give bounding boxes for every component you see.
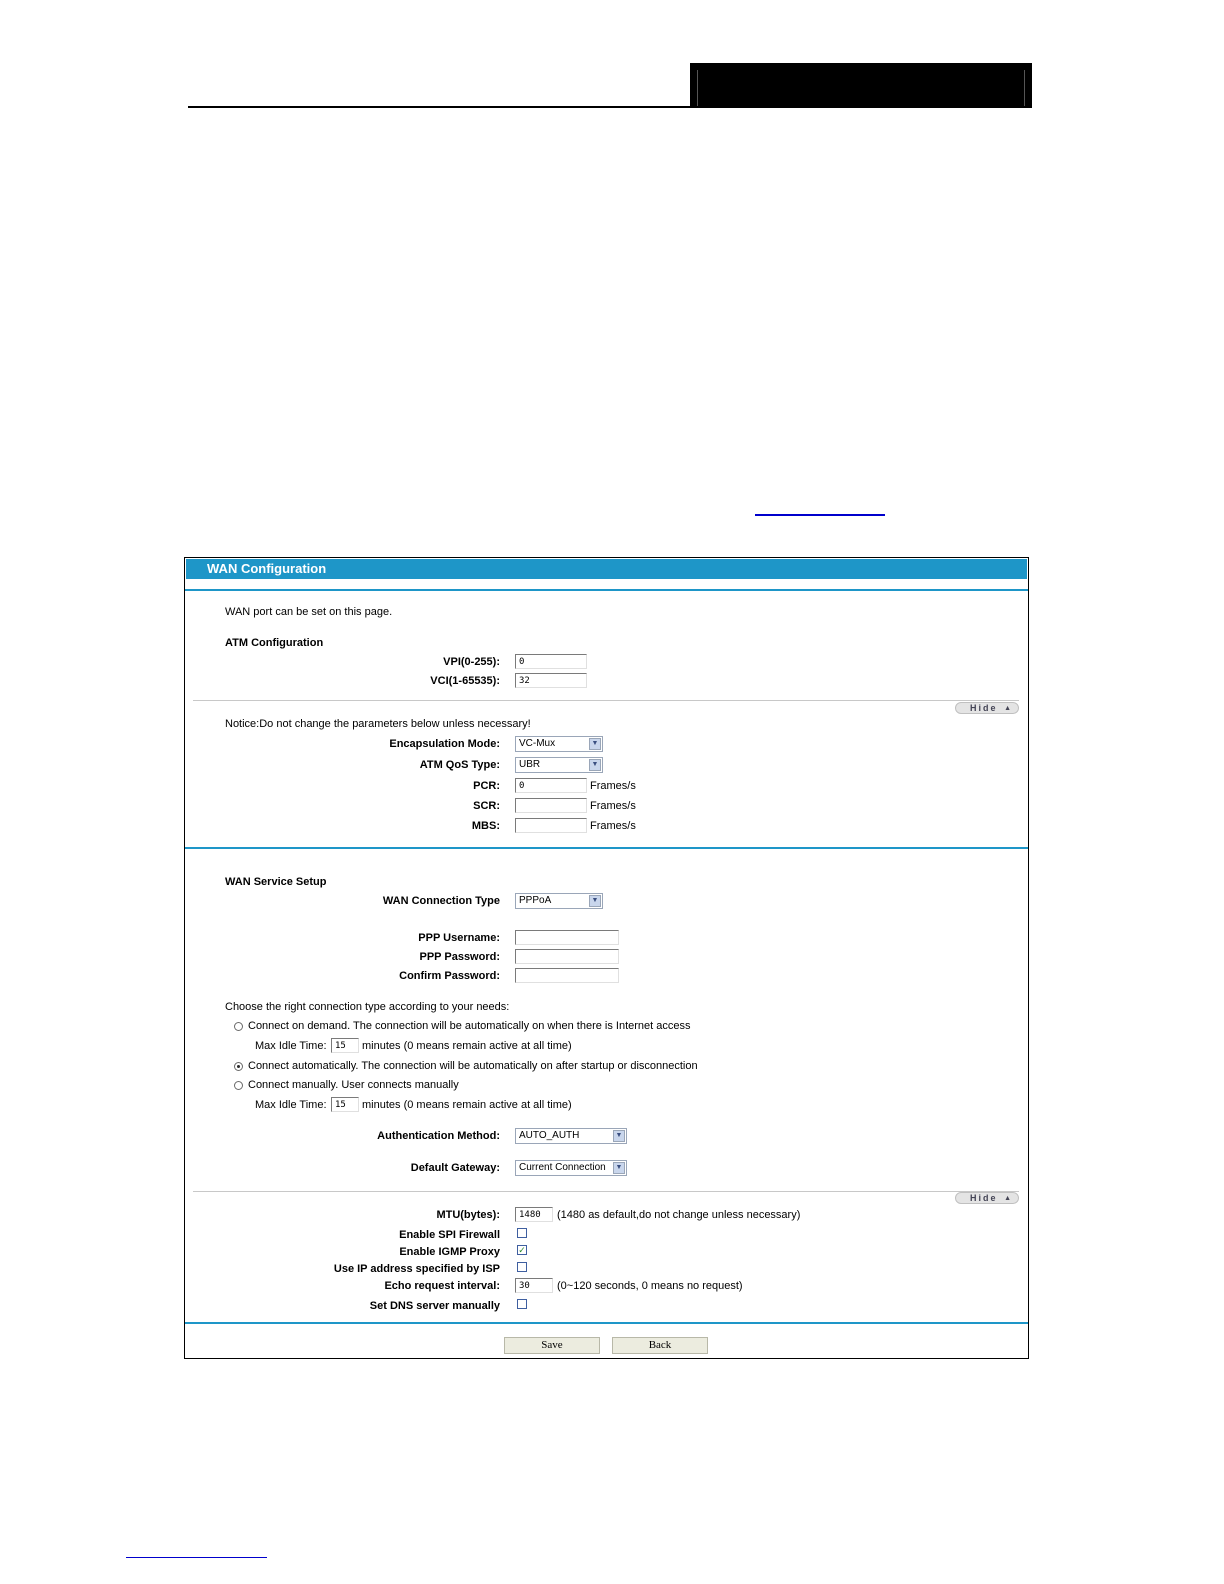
divider <box>193 1191 1019 1192</box>
connect-manually-label: Connect manually. User connects manually <box>248 1079 459 1091</box>
chevron-down-icon: ▼ <box>613 1162 625 1174</box>
checkmark-icon: ✓ <box>518 1245 526 1255</box>
igmp-checkbox[interactable] <box>517 1245 527 1255</box>
max-idle-hint: minutes (0 means remain active at all time) <box>362 1040 572 1052</box>
pcr-input[interactable]: 0 <box>515 778 587 793</box>
auth-select[interactable] <box>515 1128 627 1144</box>
echo-input[interactable]: 30 <box>515 1278 553 1293</box>
echo-hint: (0~120 seconds, 0 means no request) <box>557 1280 743 1292</box>
chevron-down-icon: ▼ <box>589 895 601 907</box>
igmp-label: Enable IGMP Proxy <box>399 1246 500 1258</box>
auth-label: Authentication Method: <box>377 1130 500 1142</box>
confirm-label: Confirm Password: <box>399 970 500 982</box>
max-idle-hint: minutes (0 means remain active at all time) <box>362 1099 572 1111</box>
vpi-input[interactable]: 0 <box>515 654 587 669</box>
header-tick <box>697 70 698 106</box>
encapsulation-label: Encapsulation Mode: <box>389 738 500 750</box>
gateway-select[interactable] <box>515 1160 627 1176</box>
vpi-label: VPI(0-255): <box>443 656 500 668</box>
chevron-down-icon: ▼ <box>613 1130 625 1142</box>
hide-label: Hide <box>970 703 998 713</box>
dns-label: Set DNS server manually <box>369 1300 500 1312</box>
mtu-hint: (1480 as default,do not change unless necessary) <box>557 1209 801 1221</box>
connect-on-demand-label: Connect on demand. The connection will be automatically on when there is Internet access <box>248 1020 691 1032</box>
gateway-value: Current Connection <box>519 1162 606 1173</box>
notice-text: Notice:Do not change the parameters below unless necessary! <box>225 718 531 730</box>
qos-label: ATM QoS Type: <box>419 759 500 771</box>
isp-ip-label: Use IP address specified by ISP <box>333 1263 500 1275</box>
encapsulation-select[interactable] <box>515 736 603 752</box>
scr-unit: Frames/s <box>590 800 636 812</box>
conn-type-select[interactable] <box>515 893 603 909</box>
scr-label: SCR: <box>473 800 500 812</box>
password-label: PPP Password: <box>419 951 500 963</box>
auth-value: AUTO_AUTH <box>519 1130 580 1141</box>
intro-text: WAN port can be set on this page. <box>225 606 393 618</box>
spi-label: Enable SPI Firewall <box>399 1229 500 1241</box>
gateway-label: Default Gateway: <box>410 1162 500 1174</box>
mbs-input[interactable] <box>515 818 587 833</box>
username-input[interactable] <box>515 930 619 945</box>
confirm-input[interactable] <box>515 968 619 983</box>
qos-select[interactable] <box>515 757 603 773</box>
back-button[interactable]: Back <box>612 1337 708 1354</box>
qos-value: UBR <box>519 759 541 770</box>
radio-connect-automatically[interactable] <box>234 1062 243 1071</box>
header-rule <box>188 106 1032 108</box>
hide-label: Hide <box>970 1193 998 1203</box>
footer-link-underline[interactable] <box>126 1557 267 1558</box>
conn-type-value: PPPoA <box>519 895 552 906</box>
max-idle-demand-input[interactable]: 15 <box>331 1038 359 1053</box>
spi-checkbox[interactable] <box>517 1228 527 1238</box>
chevron-down-icon: ▼ <box>589 759 601 771</box>
conn-type-label: WAN Connection Type <box>382 895 500 907</box>
password-input[interactable] <box>515 949 619 964</box>
document-link-underline[interactable] <box>755 514 885 516</box>
caret-up-icon: ▲ <box>1004 705 1011 712</box>
isp-ip-checkbox[interactable] <box>517 1262 527 1272</box>
atm-heading: ATM Configuration <box>225 637 324 649</box>
header-tick <box>1024 70 1025 106</box>
connect-automatically-label: Connect automatically. The connection will be automatically on after startup or disconnection <box>248 1060 698 1072</box>
encapsulation-value: VC-Mux <box>519 738 556 749</box>
caret-up-icon: ▲ <box>1004 1195 1011 1202</box>
radio-connect-on-demand[interactable] <box>234 1022 243 1031</box>
pcr-label: PCR: <box>473 780 500 792</box>
radio-connect-manually[interactable] <box>234 1081 243 1090</box>
hide-extra-button[interactable] <box>955 1192 1019 1204</box>
scr-input[interactable] <box>515 798 587 813</box>
max-idle-label: Max Idle Time: <box>255 1099 327 1111</box>
panel-title: WAN Configuration <box>186 559 1027 579</box>
vci-input[interactable]: 32 <box>515 673 587 688</box>
mtu-input[interactable]: 1480 <box>515 1207 553 1222</box>
wan-configuration-panel <box>184 557 1029 1359</box>
divider <box>185 589 1028 591</box>
divider <box>185 1322 1028 1324</box>
header-black-block <box>690 63 1032 108</box>
chevron-down-icon: ▼ <box>589 738 601 750</box>
dns-checkbox[interactable] <box>517 1299 527 1309</box>
pcr-unit: Frames/s <box>590 780 636 792</box>
username-label: PPP Username: <box>418 932 500 944</box>
choose-text: Choose the right connection type according to your needs: <box>225 1001 510 1013</box>
mbs-unit: Frames/s <box>590 820 636 832</box>
service-heading: WAN Service Setup <box>225 876 327 888</box>
mbs-label: MBS: <box>471 820 500 832</box>
hide-advanced-button[interactable] <box>955 702 1019 714</box>
divider <box>185 847 1028 849</box>
divider <box>193 700 1019 701</box>
save-button[interactable]: Save <box>504 1337 600 1354</box>
max-idle-manual-input[interactable]: 15 <box>331 1097 359 1112</box>
max-idle-label: Max Idle Time: <box>255 1040 327 1052</box>
echo-label: Echo request interval: <box>384 1280 500 1292</box>
vci-label: VCI(1-65535): <box>430 675 500 687</box>
mtu-label: MTU(bytes): <box>436 1209 500 1221</box>
